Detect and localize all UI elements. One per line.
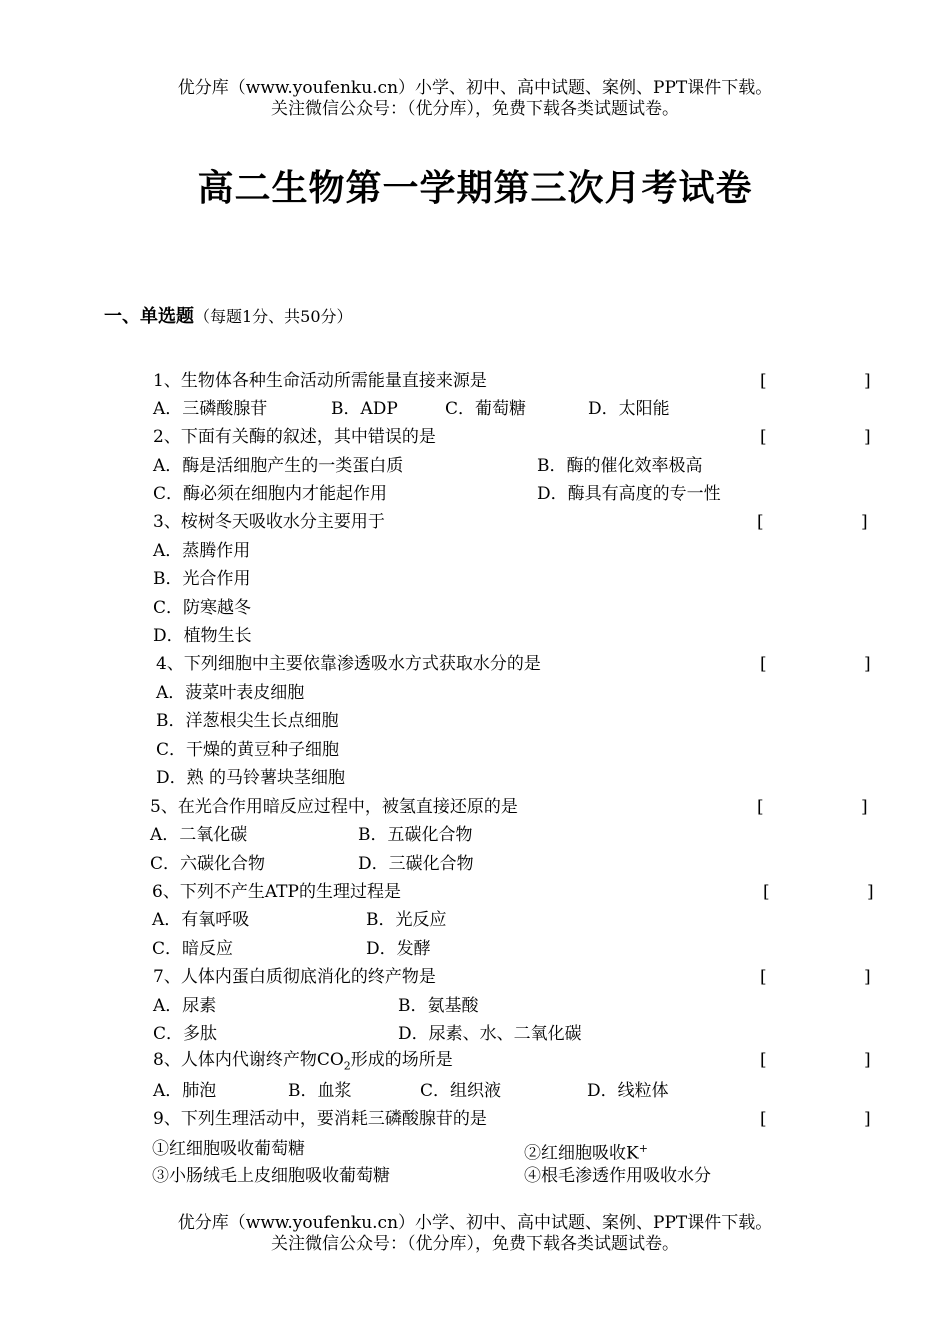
q3-option-a: A．蒸腾作用	[153, 541, 251, 561]
q8-stem	[153, 1049, 453, 1077]
section-heading	[104, 302, 353, 328]
q8-bracket-right: ]	[864, 1050, 871, 1070]
q8-stem-prefix: 8、人体内代谢终产物CO	[153, 1050, 344, 1070]
q3-stem: 3、桉树冬天吸收水分主要用于	[153, 512, 385, 532]
header-line-2: 关注微信公众号：（优分库），免费下载各类试题试卷。	[271, 99, 679, 119]
q6-option-c: C．暗反应	[152, 939, 234, 959]
section-label: 一、单选题	[104, 306, 194, 327]
q5-bracket-right: ]	[861, 797, 868, 817]
q8-option-c: C．组织液	[420, 1081, 502, 1101]
q8-stem-suffix: 形成的场所是	[350, 1050, 453, 1070]
page-title: 高二生物第一学期第三次月考试卷	[197, 168, 753, 209]
q8-stem-subscript: 2	[343, 1059, 351, 1073]
q2-option-b: B．酶的催化效率极高	[537, 456, 703, 476]
q4-option-a: A．菠菜叶表皮细胞	[156, 683, 305, 703]
q7-option-d: D．尿素、水、二氧化碳	[398, 1024, 582, 1044]
q9-option-4: ④根毛渗透作用吸收水分	[524, 1166, 711, 1186]
q8-option-a: A．肺泡	[153, 1081, 217, 1101]
q4-option-d: D．熟 的马铃薯块茎细胞	[156, 768, 346, 788]
q6-bracket-right: ]	[867, 882, 874, 902]
header-line-1: 优分库（www.youfenku.cn）小学、初中、高中试题、案例、PPT课件下载。	[177, 78, 773, 98]
q4-option-b: B．洋葱根尖生长点细胞	[156, 711, 339, 731]
q1-bracket-right: ]	[864, 371, 871, 391]
q5-bracket-left: [	[757, 797, 764, 817]
footer-line-1: 优分库（www.youfenku.cn）小学、初中、高中试题、案例、PPT课件下载。	[177, 1213, 773, 1233]
q7-bracket-left: [	[760, 967, 767, 987]
q1-bracket-left: [	[760, 371, 767, 391]
q9-option-2	[524, 1138, 648, 1165]
q9-option-2-superscript: +	[638, 1142, 648, 1155]
q5-option-a: A．二氧化碳	[150, 825, 248, 845]
q5-option-b: B．五碳化合物	[358, 825, 473, 845]
q7-bracket-right: ]	[864, 967, 871, 987]
q6-option-b: B．光反应	[366, 910, 447, 930]
q3-option-d: D．植物生长	[153, 626, 252, 646]
q7-stem: 7、人体内蛋白质彻底消化的终产物是	[153, 967, 436, 987]
q6-stem: 6、下列不产生ATP的生理过程是	[152, 882, 401, 902]
q5-stem: 5、在光合作用暗反应过程中，被氢直接还原的是	[150, 797, 518, 817]
q3-option-b: B．光合作用	[153, 569, 251, 589]
q6-bracket-left: [	[763, 882, 770, 902]
q2-option-a: A．酶是活细胞产生的一类蛋白质	[153, 456, 404, 476]
q9-bracket-right: ]	[864, 1109, 871, 1129]
q5-option-d: D．三碳化合物	[358, 854, 474, 874]
section-note: （每题1分、共50分）	[194, 307, 353, 326]
q9-bracket-left: [	[760, 1109, 767, 1129]
q7-option-c: C．多肽	[153, 1024, 218, 1044]
q7-option-a: A．尿素	[153, 996, 217, 1016]
q4-bracket-right: ]	[864, 654, 871, 674]
q3-option-c: C．防寒越冬	[153, 598, 252, 618]
footer-line-2: 关注微信公众号：（优分库），免费下载各类试题试卷。	[271, 1234, 679, 1254]
q2-option-c: C．酶必须在细胞内才能起作用	[153, 484, 388, 504]
q9-option-1: ①红细胞吸收葡萄糖	[152, 1139, 305, 1159]
q9-option-2-text: ②红细胞吸收K	[524, 1143, 639, 1164]
q4-option-c: C．干燥的黄豆种子细胞	[156, 740, 340, 760]
q8-option-d: D．线粒体	[587, 1081, 669, 1101]
q1-stem: 1、生物体各种生命活动所需能量直接来源是	[153, 371, 487, 391]
q4-bracket-left: [	[760, 654, 767, 674]
q8-bracket-left: [	[760, 1050, 767, 1070]
q2-bracket-left: [	[760, 427, 767, 447]
q3-bracket-left: [	[757, 512, 764, 532]
q6-option-d: D．发酵	[366, 939, 431, 959]
q9-option-3: ③小肠绒毛上皮细胞吸收葡萄糖	[152, 1166, 390, 1186]
q3-bracket-right: ]	[861, 512, 868, 532]
q1-option-b: B．ADP	[331, 399, 398, 419]
q8-option-b: B．血浆	[288, 1081, 352, 1101]
q9-stem: 9、下列生理活动中，要消耗三磷酸腺苷的是	[153, 1109, 487, 1129]
q1-option-a: A．三磷酸腺苷	[153, 399, 268, 419]
q1-option-c: C．葡萄糖	[445, 399, 527, 419]
q6-option-a: A．有氧呼吸	[152, 910, 250, 930]
q2-option-d: D．酶具有高度的专一性	[537, 484, 721, 504]
q4-stem: 4、下列细胞中主要依靠渗透吸水方式获取水分的是	[156, 654, 541, 674]
q2-stem: 2、下面有关酶的叙述，其中错误的是	[153, 427, 436, 447]
q1-option-d: D．太阳能	[588, 399, 670, 419]
q2-bracket-right: ]	[864, 427, 871, 447]
q7-option-b: B．氨基酸	[398, 996, 479, 1016]
q5-option-c: C．六碳化合物	[150, 854, 266, 874]
